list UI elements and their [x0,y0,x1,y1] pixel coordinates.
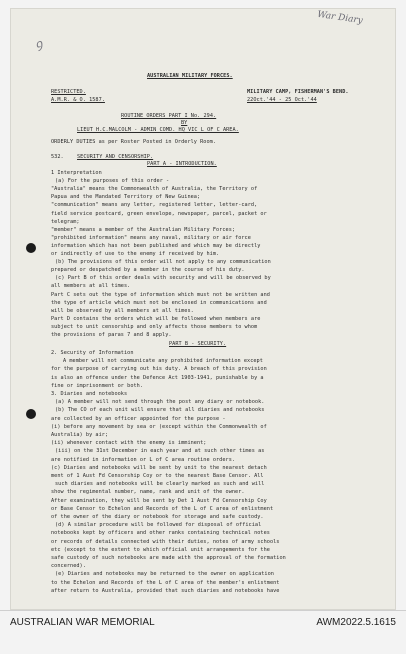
date-range: 22Oct.'44 - 25 Oct.'44 [247,97,317,103]
institution-name: AUSTRALIAN WAR MEMORIAL [10,617,155,628]
part-b-heading: PART B - SECURITY. [169,341,227,347]
orders-title: ROUTINE ORDERS PART I No. 294. [121,113,217,119]
reference-number: A.M.R. & O. 1587. [51,97,105,103]
document-line: or indirectly of use to the enemy if received by him. [51,251,220,257]
document-line: field service postcard, green envelope, newspaper, parcel, packet or [51,210,267,217]
document-line: fine or imprisonment or both. [51,382,144,389]
document-line: Papua and the Mandated Territory of New Guinea; [51,194,201,201]
camp-name: MILITARY CAMP, FISHERMAN'S BEND. [247,89,349,95]
document-line: information which has not been published and which may be directly [51,242,261,249]
document-line: concerned). [51,563,86,570]
document-line: (i) before any movement by sea or (except within the Commonwealth of [51,423,267,430]
archive-footer [0,610,406,654]
document-line: Part D contains the orders which will be followed when members are [51,315,261,322]
restricted-label: RESTRICTED. [51,89,86,95]
document-line: (b) The provisions of this order will not apply to any communication [55,259,271,266]
document-line: is also an offence under the Defence Act 1903-1941, punishable by a [51,374,264,381]
document-line: A member will not communicate any prohibited information except [63,358,263,365]
document-line: (ii) whenever contact with the enemy is imminent; [51,440,207,447]
document-line: (a) A member will not send through the post any diary or notebook. [55,399,265,406]
document-line: or records of details connected with their duties, notes of army schools [51,538,280,545]
document-line: or Base Censor to Echelon and Records of the L of C area of enlistment [51,505,274,512]
document-line: subject to unit censorship and only affects those members to whom [51,323,258,330]
document-line: 2. Security of Information [51,350,134,356]
handwritten-annotation: War Diary [316,9,364,27]
document-line: prepared or despatched by a member in the course of his duty. [51,267,245,274]
document-line: (d) A similar procedure will be followed for disposal of official [55,522,262,529]
document-line: "prohibited information" means any naval, military or air force [51,234,251,241]
accession-number: AWM2022.5.1615 [316,617,396,628]
document-line: Australia) by air; [51,432,109,438]
document-line: (a) For the purposes of this order - [55,178,170,185]
handwritten-mark: ꝯ [33,36,44,52]
document-line: (iii) on the 31st December in each year and at such other times as [55,448,265,455]
document-line: safe custody of such notebooks are made with the approval of the formation [51,555,286,561]
document-line: 1 Interpretation [51,170,102,176]
document-line: all members at all times. [51,283,131,290]
document-line: (c) Diaries and notebooks will be sent by unit to the nearest detach [51,464,267,471]
document-line: (b) The CO of each unit will ensure that all diaries and notebooks [55,407,265,414]
document-line: the provisions of paras 7 and 8 apply. [51,332,172,338]
document-line: telegram; [51,218,80,225]
orders-by: BY [181,120,188,126]
issuing-officer: LIEUT H.C.MALCOLM - ADMIN COMD. HQ VIC L OF C AREA. [77,127,239,133]
document-line: "communication" means any letter, registered letter, letter-card, [51,202,258,209]
document-line: such diaries and notebooks will be clearly marked as such and will [55,481,265,488]
document-line: are notified in information or L of C area routine orders. [51,456,236,463]
section-number: 532. [51,154,64,160]
punch-hole [26,243,36,253]
part-a-heading: PART A - INTRODUCTION. [147,161,217,167]
document-line: "Australia" means the Commonwealth of Australia, the Territory of [51,186,258,193]
document-line: of the owner of the diary or notebook for storage and safe custody. [51,514,264,520]
document-line: (e) Diaries and notebooks may be returned to the owner on application [55,571,274,578]
document-line: 3. Diaries and notebooks [51,391,128,397]
document-line: Part C sets out the type of information which must not be written and [51,291,270,298]
document-line: notebooks kept by officers and other ranks containing technical notes [51,530,270,537]
document-line: will be observed by all members at all times. [51,307,194,314]
document-line: "member" means a member of the Australian Military Forces; [51,226,236,233]
document-line: etc (except to the extent to which official unit arrangements for the [51,546,270,553]
document-title: AUSTRALIAN MILITARY FORCES. [147,73,233,79]
document-line: the type of article which must not be enclosed in communications and [51,299,267,306]
document-line: show the regimental number, name, rank and unit of the owner. [51,489,245,496]
punch-hole [26,409,36,419]
orderly-duties: ORDERLY DUTIES as per Roster Posted in Orderly Room. [51,139,217,145]
section-title: SECURITY AND CENSORSHIP. [77,154,154,160]
document-page [10,8,396,610]
document-line: to the Echelon and Records of the L of C area of the member's enlistment [51,579,280,586]
document-line: After examination, they will be sent by Det 1 Aust Fd Censorship Coy [51,497,267,504]
document-line: ment of 1 Aust Fd Censorship Coy or to the nearest Base Censor. All [51,473,264,479]
document-line: (c) Part B of this order deals with security and will be observed by [55,275,271,282]
document-line: after return to Australia, provided that such diaries and notebooks have [51,587,280,594]
document-line: for the purpose of carrying out his duty. A breach of this provision [51,366,267,373]
document-line: are collected by an officer appointed for the purpose - [51,415,226,422]
